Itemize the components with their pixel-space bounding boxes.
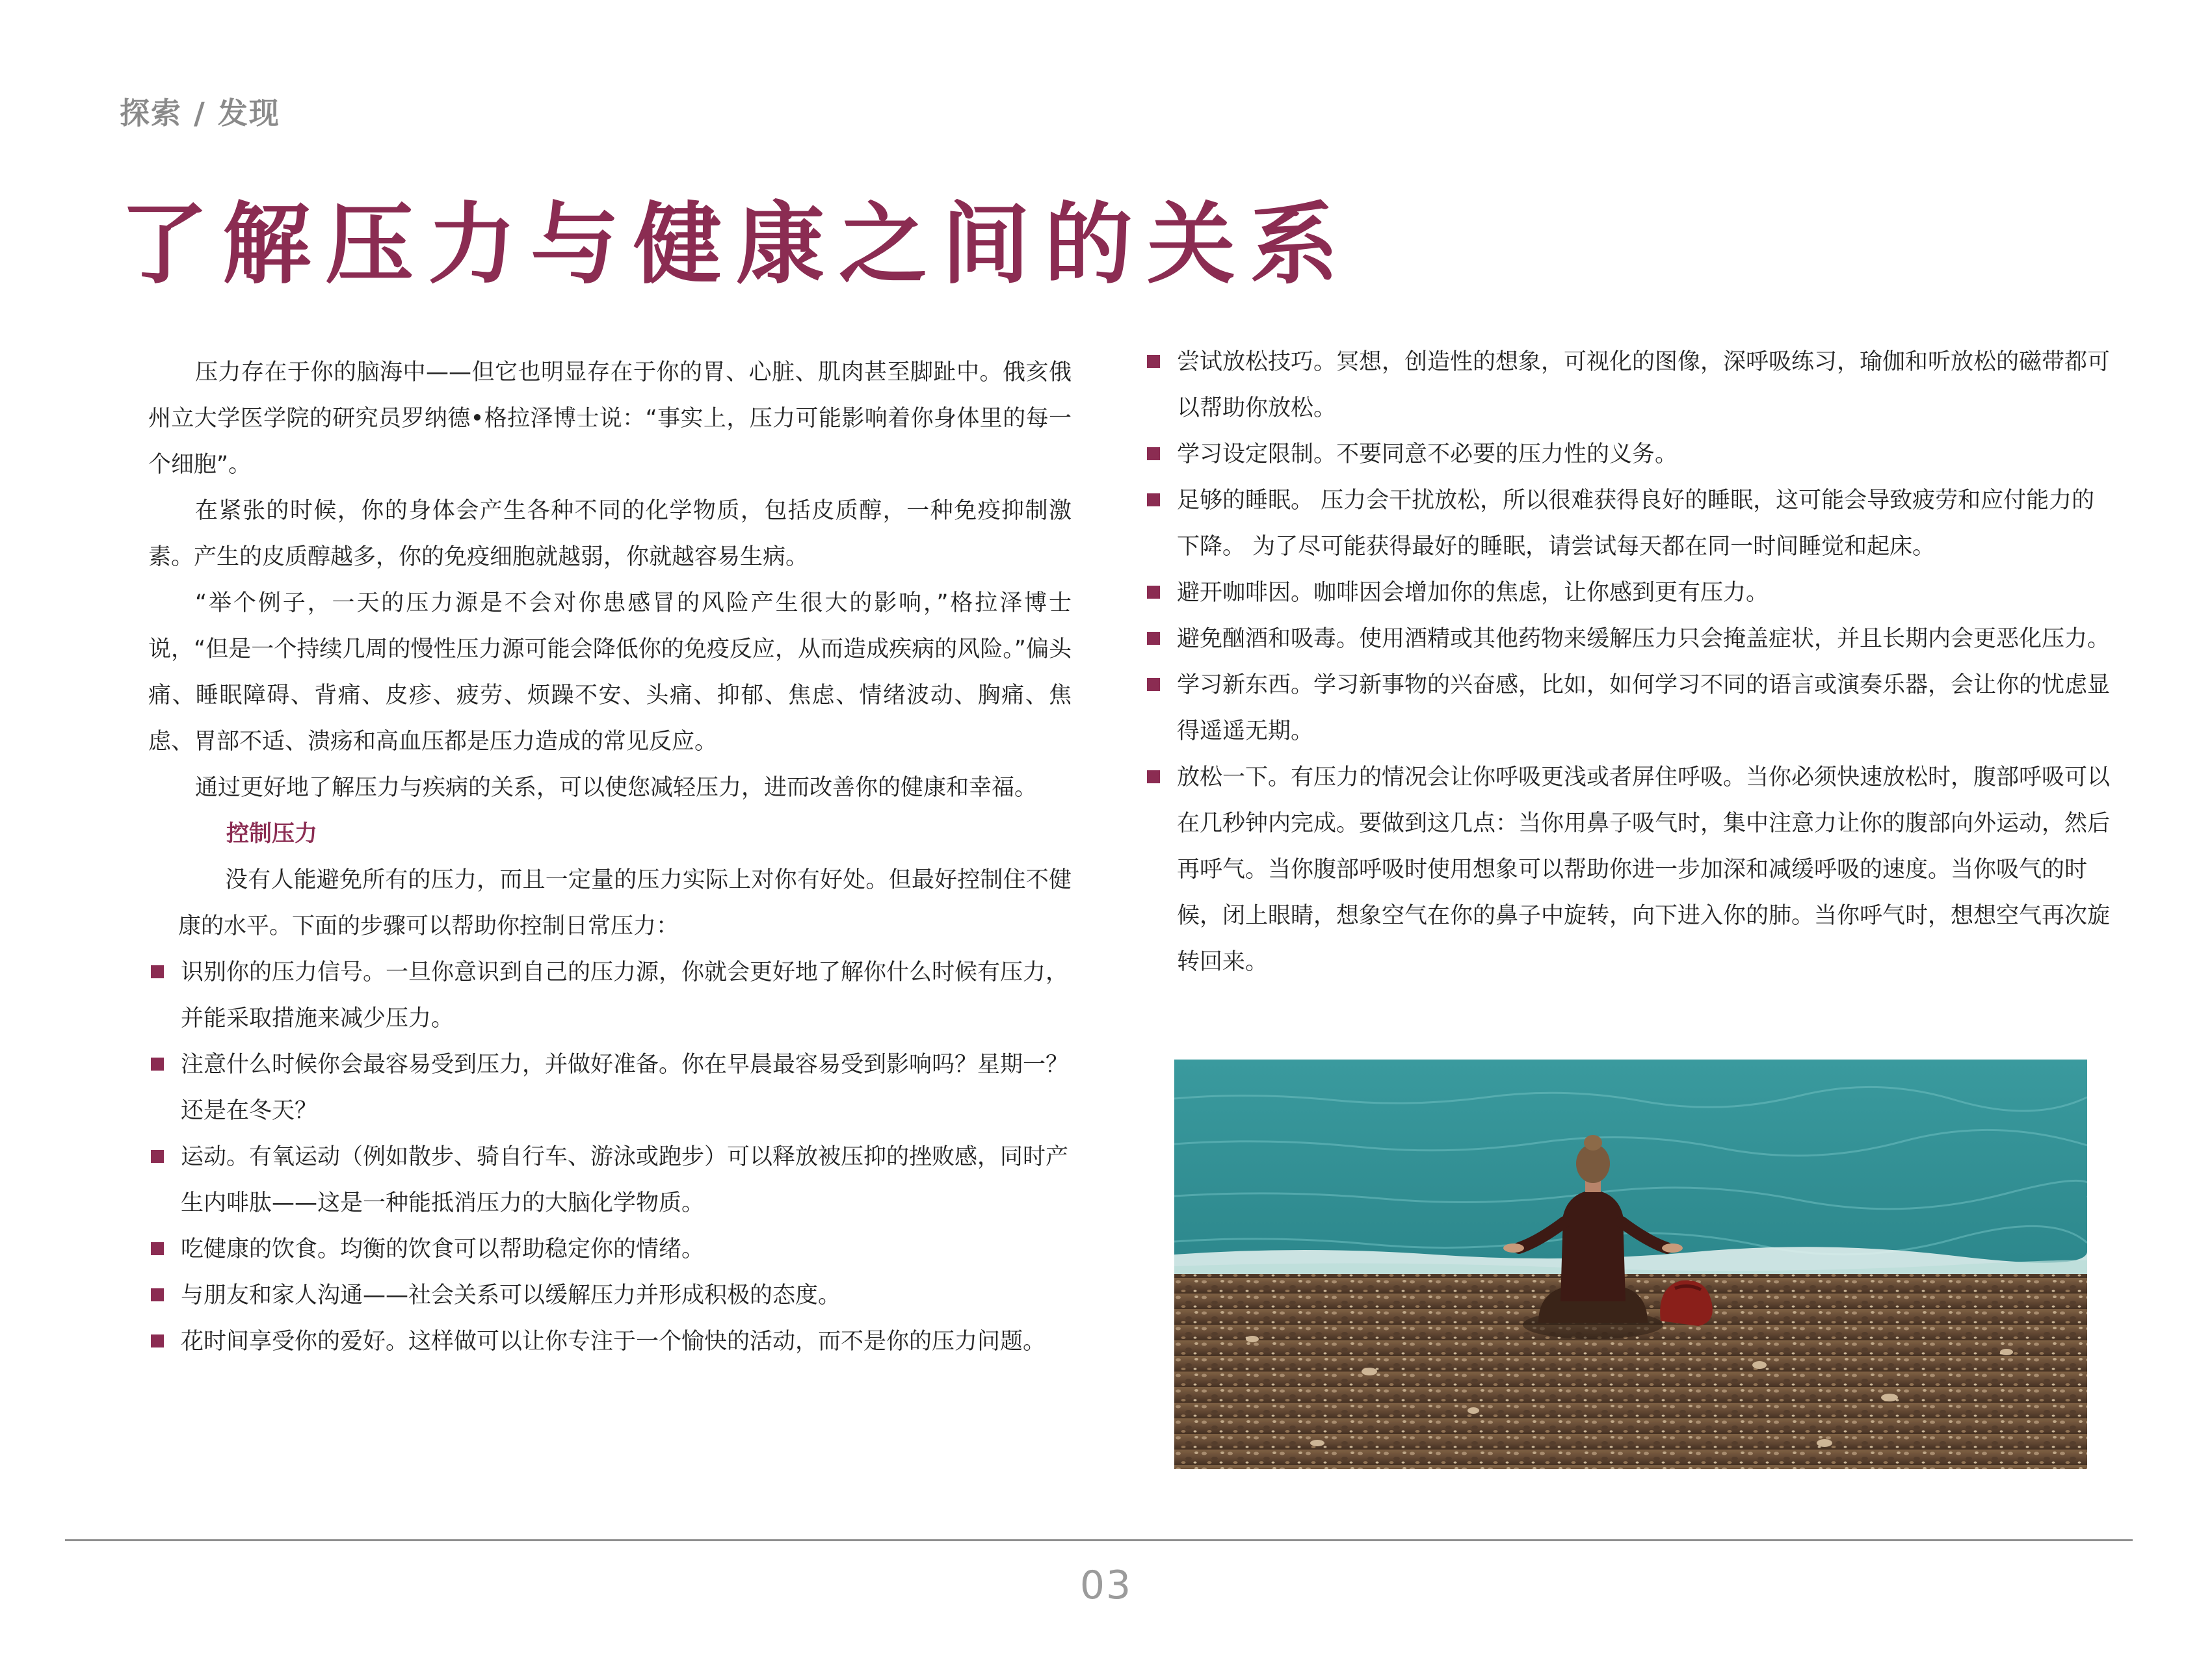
square-bullet-icon — [151, 1150, 164, 1163]
square-bullet-icon — [1147, 447, 1160, 460]
body-paragraph: 通过更好地了解压力与疾病的关系，可以使您减轻压力，进而改善你的健康和幸福。 — [195, 775, 1038, 801]
square-bullet-icon — [151, 1288, 164, 1301]
square-bullet-icon — [1147, 493, 1160, 506]
body-paragraph: 压力存在于你的脑海中——但它也明显存在于你的胃、心脏、肌肉甚至脚趾中。俄亥俄州立大学医学院的研究员罗纳德•格拉泽博士说：“事实上，压力可能影响着你身体里的每一个细胞”。 — [148, 359, 1072, 478]
list-item — [151, 1319, 1072, 1365]
list-item — [1147, 662, 2116, 755]
list-item-text: 避开咖啡因。咖啡因会增加你的焦虑，让你感到更有压力。 — [1177, 580, 1769, 606]
list-item-text: 运动。有氧运动（例如散步、骑自行车、游泳或跑步）可以释放被压抑的挫败感，同时产生内啡肽——这是一种能抵消压力的大脑化学物质。 — [181, 1144, 1069, 1216]
list-item — [151, 1227, 1072, 1273]
square-bullet-icon — [151, 1242, 164, 1255]
list-item-text: 足够的睡眠。 压力会干扰放松，所以很难获得良好的睡眠，这可能会导致疲劳和应付能力的下降。 为了尽可能获得最好的睡眠，请尝试每天都在同一时间睡觉和起床。 — [1177, 488, 2095, 560]
list-item — [151, 950, 1072, 1042]
list-item-text: 避免酗酒和吸毒。使用酒精或其他药物来缓解压力只会掩盖症状，并且长期内会更恶化压力。 — [1177, 626, 2111, 652]
subheading-control-stress: 控制压力 — [226, 821, 318, 847]
square-bullet-icon — [1147, 632, 1160, 645]
list-item — [1147, 616, 2116, 662]
list-item — [1147, 570, 2116, 616]
square-bullet-icon — [1147, 678, 1160, 691]
right-column — [1147, 339, 2116, 985]
list-item-text: 吃健康的饮食。均衡的饮食可以帮助稳定你的情绪。 — [181, 1236, 705, 1262]
list-item-text: 注意什么时候你会最容易受到压力，并做好准备。你在早晨最容易受到影响吗？星期一？还是在冬天？ — [181, 1052, 1069, 1124]
tips-list-left — [151, 950, 1072, 1365]
list-item — [151, 1134, 1072, 1227]
list-item-text: 尝试放松技巧。冥想，创造性的想象，可视化的图像，深呼吸练习，瑜伽和听放松的磁带都可以帮助你放松。 — [1177, 349, 2111, 421]
square-bullet-icon — [151, 965, 164, 978]
tips-list-right — [1147, 339, 2116, 985]
list-item — [1147, 339, 2116, 432]
list-item-text: 放松一下。有压力的情况会让你呼吸更浅或者屏住呼吸。当你必须快速放松时，腹部呼吸可以在几秒钟内完成。要做到这几点：当你用鼻子吸气时，集中注意力让你的腹部向外运动，然后再呼气。当你腹部呼吸时使用想象可以帮助你进一步加深和减缓呼吸的速度。当你吸气的时候，闭上眼睛，想象空气在你的鼻子中旋转，向下进入你的肺。当你呼气时，想想空气再次旋转回来。 — [1177, 764, 2111, 975]
list-item-text: 花时间享受你的爱好。这样做可以让你专注于一个愉快的活动，而不是你的压力问题。 — [181, 1329, 1046, 1355]
section-label: 探索 / 发现 — [120, 96, 280, 131]
list-item — [151, 1273, 1072, 1319]
square-bullet-icon — [151, 1334, 164, 1347]
body-paragraph: 在紧张的时候，你的身体会产生各种不同的化学物质，包括皮质醇，一种免疫抑制激素。产生的皮质醇越多，你的免疫细胞就越弱，你就越容易生病。 — [148, 498, 1072, 570]
square-bullet-icon — [151, 1058, 164, 1071]
square-bullet-icon — [1147, 770, 1160, 783]
list-item — [151, 1042, 1072, 1134]
beach-meditation-photo — [1174, 1060, 2087, 1469]
footer-divider — [65, 1539, 2133, 1541]
list-item — [1147, 432, 2116, 478]
square-bullet-icon — [1147, 586, 1160, 599]
intro-paragraph: 没有人能避免所有的压力，而且一定量的压力实际上对你有好处。但最好控制住不健康的水平。下面的步骤可以帮助你控制日常压力： — [178, 867, 1072, 939]
list-item-text: 学习设定限制。不要同意不必要的压力性的义务。 — [1177, 441, 1678, 467]
page-title: 了解压力与健康之间的关系 — [120, 194, 1352, 296]
list-item — [1147, 478, 2116, 570]
page-number: 03 — [1079, 1563, 1133, 1608]
list-item-text: 与朋友和家人沟通——社会关系可以缓解压力并形成积极的态度。 — [181, 1282, 841, 1308]
left-column — [148, 350, 1072, 1365]
body-paragraph: “举个例子，一天的压力源是不会对你患感冒的风险产生很大的影响，”格拉泽博士说，“但是一个持续几周的慢性压力源可能会降低你的免疫反应，从而造成疾病的风险。”偏头痛、睡眠障碍、背痛、皮疹、疲劳、烦躁不安、头痛、抑郁、焦虑、情绪波动、胸痛、焦虑、胃部不适、溃疡和高血压都是压力造成的常见反应。 — [148, 590, 1072, 755]
list-item-text: 识别你的压力信号。一旦你意识到自己的压力源，你就会更好地了解你什么时候有压力，并能采取措施来减少压力。 — [181, 959, 1069, 1032]
list-item — [1147, 755, 2116, 985]
square-bullet-icon — [1147, 355, 1160, 368]
list-item-text: 学习新东西。学习新事物的兴奋感，比如，如何学习不同的语言或演奏乐器，会让你的忧虑显得遥遥无期。 — [1177, 672, 2111, 744]
beach-meditation-illustration — [1174, 1060, 2087, 1469]
